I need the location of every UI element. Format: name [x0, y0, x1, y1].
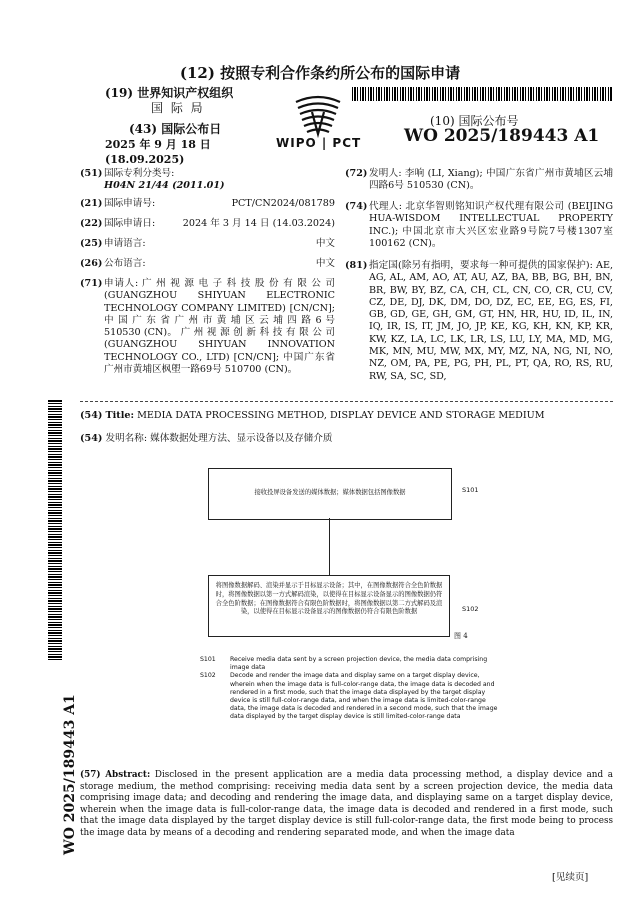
flowchart-figure [200, 465, 490, 640]
publication-number: WO 2025/189443 A1 [404, 126, 600, 146]
title-cn-line: (54) 发明名称: 媒体数据处理方法、显示设备以及存储介质 [80, 433, 333, 444]
flow-connector [329, 518, 330, 575]
flow-step-box-2: 将图像数据解码、渲染并显示于目标显示设备；其中，在图像数据符合全色阶数据时，将图像数据以第一方式解码渲染，以使得在目标显示设备显示的图像数据仍符合全色阶数据；在图像数据符合有限色阶数据时，将图像数据以第二方式解码及渲染，以使得在目标显示设备显示的图像数据仍符合有限色阶数据 [208, 575, 450, 637]
legend-row: S102 Decode and render the image data and display same on a target display device, wherein when the image data is full-color-range data, the image data is decoded and rendered in a first mode, such that the image data displayed by the target display device is still full-color-range data, and when the image data is limited-color-range data, the image data is decoded and rendered in a second mode, such that the image data displayed by the target display device is still limited-color-range data [200, 672, 498, 721]
abstract: (57) Abstract: Disclosed in the present application are a media data processing method, a display device and a storage medium, the method comprising: receiving media data sent by a screen projection device, the media data comprising image data; and decoding and rendering the image data, and displaying same on a target display device, wherein when the image data is full-color-range data, the image data is decoded and rendered in a first mode, such that the image data displayed by the target display device is still full-color-range data, the first mode being to process the image data by means of a decoding and rendering separated mode, and when the image data [80, 770, 614, 838]
pubno-label: (10) 国际公布号 [430, 114, 519, 128]
ipc-class: H04N 21/44 (2011.01) [104, 180, 225, 191]
title-en-line: (54) Title: MEDIA DATA PROCESSING METHOD, DISPLAY DEVICE AND STORAGE MEDIUM [80, 410, 545, 421]
biblio-left-column: (51) 国际专利分类号: H04N 21/44 (2011.01) (21) 国际申请号: PCT/CN2024/081789 (22) 国际申请日: 2024 年 3 月 14 日 (14.03.2024) (25) 申请语言: 中文 (26) 公布语言: 中文 (71) 申请人: 广 州 视 源 电 子 科 技 股 份 有 限 公 司 (GUANGZHOU SHIYUAN ELECTRONIC TECHNOLOGY COMPANY LIMITED) [CN/CN]; 中 国 广 东 省 广 州 市 黄 埔 区 云 埔 四 路 6 号 510530 (CN)。 广 州 视 源 创 新 科 技 有 限 公 司 (GUANGZHOU SHIYUAN INNOVATION TECHNOLOGY CO., LTD) [CN/CN]; 中国广东省广州市黄埔区枫塱一路69号 510700 (CN)。 [80, 168, 335, 376]
application-number: PCT/CN2024/081789 [231, 198, 335, 209]
title-cn: 媒体数据处理方法、显示设备以及存储介质 [150, 433, 333, 444]
inventor-text: 李响 (LI, Xiang); 中国广东省广州市黄埔区云埔四路6号 510530 (CN)。 [369, 168, 614, 192]
pubdate-value: 2025 年 9 月 18 日 (18.09.2025) [105, 138, 211, 166]
continued-note: [见续页] [552, 872, 589, 883]
pubdate-label: (43) 国际公布日 [129, 122, 222, 136]
figure-number: 图 4 [454, 632, 468, 640]
wipo-pct-logo-text: WIPO | PCT [276, 136, 362, 150]
figure-legend [200, 656, 500, 722]
biblio-right-column: (72) 发明人: 李响 (LI, Xiang); 中国广东省广州市黄埔区云埔四路6号 510530 (CN)。 (74) 代理人: 北京华智则铭知识产权代理有限公司 (BEIJING HUA-WISDOM INTELLECTUAL PROPERTY INC.); 中国北京市大兴区宏业路9号院7号楼1307室 100162 (CN)。 (81) 指定国(除另有指明，要求每一种可提供的国家保护): AE, AG, AL, AM, AO, AT, AU, AZ, BA, BB, BG, BH, BN, BR, BW, BY, BZ, CA, CH, CL, CN, CO, CR, CU, CV, CZ, DE, DJ, DK, DM, DO, DZ, EC, EE, EG, ES, FI, GB, GD, GE, GH, GM, GT, HN, HR, HU, ID, IL, IN, IQ, IR, IS, IT, JM, JO, JP, KE, KG, KH, KN, KP, KR, KW, KZ, LA, LC, LK, LR, LS, LU, LY, MA, MD, MG, MK, MN, MU, MW, MX, MY, MZ, NA, NG, NI, NO, NZ, OM, PA, PE, PG, PH, PL, PT, QA, RO, RS, RU, RW, SA, SC, SD, [345, 168, 614, 382]
abstract-text: Disclosed in the present application are a media data processing method, a display device and a storage medium, the method comprising: receiving media data sent by a screen projection device, the media data comprising image data; and decoding and rendering the image data, and displaying same on a target display device, wherein when the image data is full-color-range data, the image data is decoded and rendered in a first mode, such that the image data displayed by the target display device is still full-color-range data, the first mode being to process the image data by means of a decoding and rendering separated mode, and when the image data [80, 770, 614, 838]
bureau-name: 国 际 局 [151, 101, 205, 115]
title-en: MEDIA DATA PROCESSING METHOD, DISPLAY DEVICE AND STORAGE MEDIUM [137, 410, 545, 421]
barcode-top [352, 87, 612, 101]
organization-name: (19) 世界知识产权组织 [105, 86, 234, 100]
side-publication-number: WO 2025/189443 A1 [62, 694, 78, 855]
document-title: (12) 按照专利合作条约所公布的国际申请 [179, 64, 461, 82]
designated-states-text: AE, AG, AL, AM, AO, AT, AU, AZ, BA, BB, BG, BH, BN, BR, BW, BY, BZ, CA, CH, CL, CN, CO, CR, CU, CV, CZ, DE, DJ, DK, DM, DO, DZ, EC, EE, EG, ES, FI, GB, GD, GE, GH, GM, GT, HN, HR, HU, ID, IL, IN, IQ, IR, IS, IT, JM, JO, JP, KE, KG, KH, KN, KP, KR, KW, KZ, LA, LC, LK, LR, LS, LU, LY, MA, MD, MG, MK, MN, MU, MW, MX, MY, MZ, NA, NG, NI, NO, NZ, OM, PA, PE, PG, PH, PL, PT, QA, RO, RS, RU, RW, SA, SC, SD, [369, 260, 613, 382]
application-date: 2024 年 3 月 14 日 (14.03.2024) [182, 218, 335, 229]
agent-text: 北京华智则铭知识产权代理有限公司 (BEIJING HUA-WISDOM INTELLECTUAL PROPERTY INC.); 中国北京市大兴区宏业路9号院7号楼1307室 100162 (CN)。 [369, 201, 613, 249]
step-label-s101: S101 [462, 486, 479, 494]
section-divider [80, 401, 613, 402]
applicants-text: 广 州 视 源 电 子 科 技 股 份 有 限 公 司 (GUANGZHOU SHIYUAN ELECTRONIC TECHNOLOGY COMPANY LIMITED) [CN/CN]; 中 国 广 东 省 广 州 市 黄 埔 区 云 埔 四 路 6 号 510530 (CN)。 广 州 视 源 创 新 科 技 有 限 公 司 (GUANGZHOU SHIYUAN INNOVATION TECHNOLOGY CO., LTD) [CN/CN]; 中国广东省广州市黄埔区枫塱一路69号 510700 (CN)。 [104, 278, 335, 376]
step-label-s102: S102 [462, 605, 479, 613]
header-left [105, 86, 285, 167]
barcode-side [48, 400, 62, 660]
flow-step-box-1: 接收投屏设备发送的媒体数据；媒体数据包括图像数据 [208, 468, 452, 520]
legend-row: S101 Receive media data sent by a screen projection device, the media data comprising image data [200, 656, 488, 672]
